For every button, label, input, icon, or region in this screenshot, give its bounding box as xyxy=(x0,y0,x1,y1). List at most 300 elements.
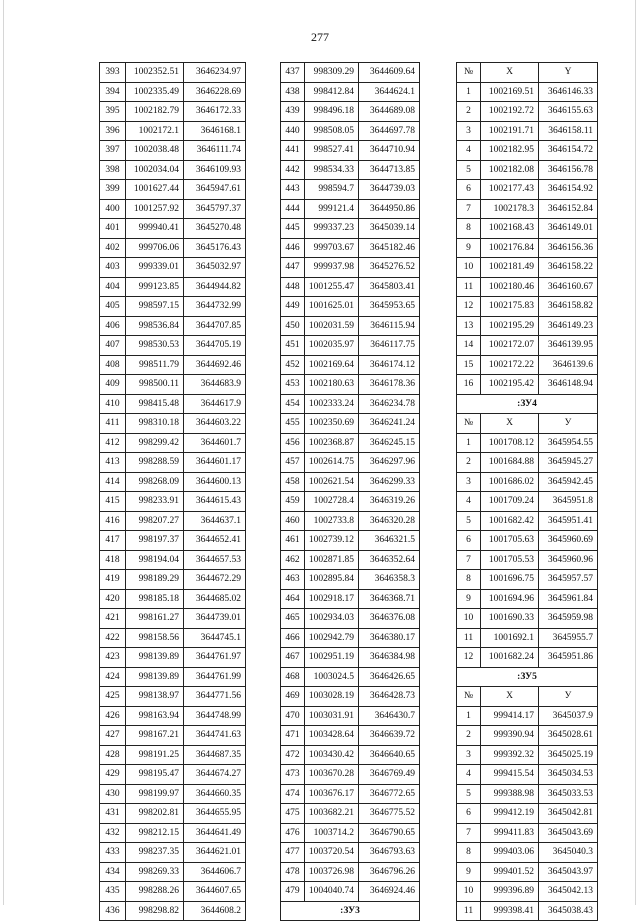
point-number-cell: 2 xyxy=(457,726,481,746)
point-number-cell: 407 xyxy=(100,336,126,356)
scan-edge-left xyxy=(3,0,4,905)
point-number-cell: 476 xyxy=(281,823,305,843)
table-row xyxy=(100,316,246,336)
point-number-cell: 429 xyxy=(100,765,126,785)
point-number-cell: 422 xyxy=(100,628,126,648)
y-coordinate-cell: 3645038.43 xyxy=(539,901,598,921)
y-coordinate-cell: 3644683.9 xyxy=(184,375,246,395)
x-coordinate-cell: 1002192.72 xyxy=(481,102,539,122)
table-row xyxy=(100,82,246,102)
x-coordinate-cell: 999401.52 xyxy=(481,862,539,882)
y-coordinate-cell: 3644748.99 xyxy=(184,706,246,726)
table-row xyxy=(100,843,246,863)
x-coordinate-cell: 1003720.54 xyxy=(305,843,359,863)
x-coordinate-cell: 998194.04 xyxy=(126,550,184,570)
y-coordinate-cell: 3644739.03 xyxy=(359,180,420,200)
y-coordinate-cell: 3646775.52 xyxy=(359,804,420,824)
y-coordinate-cell: 3645042.81 xyxy=(539,804,598,824)
y-coordinate-cell: 3644652.41 xyxy=(184,531,246,551)
y-coordinate-cell: 3646368.71 xyxy=(359,589,420,609)
x-coordinate-cell: 1002350.69 xyxy=(305,414,359,434)
point-number-cell: 2 xyxy=(457,102,481,122)
y-coordinate-cell: 3646639.72 xyxy=(359,726,420,746)
page-number: 277 xyxy=(311,30,329,44)
table-row xyxy=(457,531,598,551)
table-row xyxy=(281,102,420,122)
table-row xyxy=(100,394,246,414)
header-row xyxy=(457,414,598,434)
point-number-cell: 405 xyxy=(100,297,126,317)
x-header: X xyxy=(481,687,539,707)
table-row xyxy=(100,609,246,629)
point-number-cell: 12 xyxy=(457,648,481,668)
y-coordinate-cell: 3644660.35 xyxy=(184,784,246,804)
y-coordinate-cell: 3646796.26 xyxy=(359,862,420,882)
table-row xyxy=(457,550,598,570)
x-coordinate-cell: 1001682.42 xyxy=(481,511,539,531)
x-coordinate-cell: 999412.19 xyxy=(481,804,539,824)
y-coordinate-cell: 3646234.78 xyxy=(359,394,420,414)
table-row xyxy=(100,355,246,375)
x-coordinate-cell: 999703.67 xyxy=(305,238,359,258)
table-row xyxy=(281,219,420,239)
point-number-cell: 417 xyxy=(100,531,126,551)
table-row xyxy=(100,433,246,453)
table-row xyxy=(281,180,420,200)
x-coordinate-cell: 1002739.12 xyxy=(305,531,359,551)
table-row xyxy=(100,102,246,122)
x-coordinate-cell: 1002733.8 xyxy=(305,511,359,531)
table-row xyxy=(281,258,420,278)
y-coordinate-cell: 3644672.29 xyxy=(184,570,246,590)
table-row xyxy=(100,706,246,726)
point-number-cell: 454 xyxy=(281,394,305,414)
x-coordinate-cell: 1002335.49 xyxy=(126,82,184,102)
point-number-cell: 462 xyxy=(281,550,305,570)
x-coordinate-cell: 1001705.63 xyxy=(481,531,539,551)
y-coordinate-cell: 3646156.78 xyxy=(539,160,598,180)
y-coordinate-cell: 3645951.41 xyxy=(539,511,598,531)
point-number-cell: 461 xyxy=(281,531,305,551)
x-coordinate-cell: 1003676.17 xyxy=(305,784,359,804)
table-row xyxy=(457,492,598,512)
table-row xyxy=(281,648,420,668)
y-coordinate-cell: 3646156.36 xyxy=(539,238,598,258)
point-number-cell: 410 xyxy=(100,394,126,414)
point-number-cell: 13 xyxy=(457,316,481,336)
table-row xyxy=(100,238,246,258)
table-row xyxy=(457,823,598,843)
y-coordinate-cell: 3646146.33 xyxy=(539,82,598,102)
point-number-cell: 443 xyxy=(281,180,305,200)
point-number-cell: 409 xyxy=(100,375,126,395)
y-coordinate-cell: 3644600.13 xyxy=(184,472,246,492)
table-row xyxy=(100,219,246,239)
x-coordinate-cell: 1002169.64 xyxy=(305,355,359,375)
x-coordinate-cell: 1002728.4 xyxy=(305,492,359,512)
y-coordinate-cell: 3644697.78 xyxy=(359,121,420,141)
table-row xyxy=(100,277,246,297)
y-coordinate-cell: 3644713.85 xyxy=(359,160,420,180)
x-coordinate-cell: 998310.18 xyxy=(126,414,184,434)
y-coordinate-cell: 3644621.01 xyxy=(184,843,246,863)
point-number-cell: 400 xyxy=(100,199,126,219)
point-number-cell: 413 xyxy=(100,453,126,473)
y-coordinate-cell: 3644617.9 xyxy=(184,394,246,414)
y-coordinate-cell: 3644637.1 xyxy=(184,511,246,531)
y-coordinate-cell: 3644689.08 xyxy=(359,102,420,122)
point-number-cell: 438 xyxy=(281,82,305,102)
table-row xyxy=(100,648,246,668)
y-coordinate-cell: 3645960.69 xyxy=(539,531,598,551)
point-number-cell: 458 xyxy=(281,472,305,492)
point-number-cell: 442 xyxy=(281,160,305,180)
table-row xyxy=(457,82,598,102)
x-coordinate-cell: 1002035.97 xyxy=(305,336,359,356)
y-coordinate-cell: 3646228.69 xyxy=(184,82,246,102)
table-row xyxy=(281,570,420,590)
x-coordinate-cell: 998212.15 xyxy=(126,823,184,843)
x-coordinate-cell: 1002195.29 xyxy=(481,316,539,336)
y-coordinate-cell: 3646299.33 xyxy=(359,472,420,492)
table-row xyxy=(281,628,420,648)
table-row xyxy=(457,570,598,590)
x-coordinate-cell: 1003024.5 xyxy=(305,667,359,687)
y-coordinate-cell: 3644624.1 xyxy=(359,82,420,102)
table-row xyxy=(281,687,420,707)
y-coordinate-cell: 3645043.97 xyxy=(539,862,598,882)
table-row xyxy=(100,511,246,531)
x-coordinate-cell: 1002333.24 xyxy=(305,394,359,414)
table-row xyxy=(457,843,598,863)
table-row xyxy=(281,141,420,161)
table-row xyxy=(100,862,246,882)
x-coordinate-cell: 1002172.22 xyxy=(481,355,539,375)
y-coordinate-cell: 3645803.41 xyxy=(359,277,420,297)
x-coordinate-cell: 998500.11 xyxy=(126,375,184,395)
table-row xyxy=(457,472,598,492)
x-coordinate-cell: 998508.05 xyxy=(305,121,359,141)
point-number-cell: 408 xyxy=(100,355,126,375)
y-coordinate-cell: 3646352.64 xyxy=(359,550,420,570)
coordinates-table-2 xyxy=(280,62,420,921)
x-coordinate-cell: 998237.35 xyxy=(126,843,184,863)
point-number-cell: 6 xyxy=(457,531,481,551)
x-coordinate-cell: 998195.47 xyxy=(126,765,184,785)
x-coordinate-cell: 1002177.43 xyxy=(481,180,539,200)
y-coordinate-cell: 3644771.56 xyxy=(184,687,246,707)
y-coordinate-cell: 3645039.14 xyxy=(359,219,420,239)
x-coordinate-cell: 999337.23 xyxy=(305,219,359,239)
point-number-cell: 1 xyxy=(457,706,481,726)
table-row xyxy=(281,531,420,551)
x-coordinate-cell: 1001257.92 xyxy=(126,199,184,219)
y-coordinate-cell: 3646790.65 xyxy=(359,823,420,843)
x-coordinate-cell: 1003682.21 xyxy=(305,804,359,824)
x-coordinate-cell: 1002175.83 xyxy=(481,297,539,317)
y-coordinate-cell: 3644655.95 xyxy=(184,804,246,824)
table-row xyxy=(100,784,246,804)
y-coordinate-cell: 3645957.57 xyxy=(539,570,598,590)
y-coordinate-cell: 3646152.84 xyxy=(539,199,598,219)
x-coordinate-cell: 998594.7 xyxy=(305,180,359,200)
x-coordinate-cell: 1002195.42 xyxy=(481,375,539,395)
x-coordinate-cell: 1004040.74 xyxy=(305,882,359,902)
y-coordinate-cell: 3644761.97 xyxy=(184,648,246,668)
x-coordinate-cell: 998415.48 xyxy=(126,394,184,414)
x-coordinate-cell: 998233.91 xyxy=(126,492,184,512)
table-row xyxy=(100,823,246,843)
x-header: X xyxy=(481,63,539,83)
x-coordinate-cell: 1003028.19 xyxy=(305,687,359,707)
table-row xyxy=(281,667,420,687)
table-row xyxy=(281,121,420,141)
y-coordinate-cell: 3646772.65 xyxy=(359,784,420,804)
y-coordinate-cell: 3646793.63 xyxy=(359,843,420,863)
y-coordinate-cell: 3646154.92 xyxy=(539,180,598,200)
table-row xyxy=(281,511,420,531)
x-coordinate-cell: 1001686.02 xyxy=(481,472,539,492)
point-number-cell: 403 xyxy=(100,258,126,278)
y-coordinate-cell: 3646149.23 xyxy=(539,316,598,336)
y-coordinate-cell: 3644950.86 xyxy=(359,199,420,219)
x-coordinate-cell: 999415.54 xyxy=(481,765,539,785)
table-row xyxy=(100,745,246,765)
y-coordinate-cell: 3646384.98 xyxy=(359,648,420,668)
x-coordinate-cell: 1003726.98 xyxy=(305,862,359,882)
x-coordinate-cell: 1002182.95 xyxy=(481,141,539,161)
x-coordinate-cell: 998197.37 xyxy=(126,531,184,551)
x-coordinate-cell: 998268.09 xyxy=(126,472,184,492)
point-number-cell: 6 xyxy=(457,804,481,824)
x-coordinate-cell: 1002178.3 xyxy=(481,199,539,219)
point-number-cell: 9 xyxy=(457,862,481,882)
table-row xyxy=(100,336,246,356)
point-number-cell: 468 xyxy=(281,667,305,687)
point-number-cell: 4 xyxy=(457,141,481,161)
table-row xyxy=(457,102,598,122)
x-coordinate-cell: 999123.85 xyxy=(126,277,184,297)
y-coordinate-cell: 3646358.3 xyxy=(359,570,420,590)
point-number-cell: 439 xyxy=(281,102,305,122)
point-number-cell: 430 xyxy=(100,784,126,804)
x-coordinate-cell: 998536.84 xyxy=(126,316,184,336)
table-row xyxy=(281,63,420,83)
x-coordinate-cell: 1002182.79 xyxy=(126,102,184,122)
point-number-cell: 432 xyxy=(100,823,126,843)
point-number-cell: 450 xyxy=(281,316,305,336)
x-coordinate-cell: 998202.81 xyxy=(126,804,184,824)
x-coordinate-cell: 1002352.51 xyxy=(126,63,184,83)
table-row xyxy=(281,550,420,570)
table-row xyxy=(100,765,246,785)
point-number-cell: 7 xyxy=(457,199,481,219)
y-header: Y xyxy=(539,63,598,83)
point-number-cell: 464 xyxy=(281,589,305,609)
x-coordinate-cell: 1001705.53 xyxy=(481,550,539,570)
point-number-cell: 471 xyxy=(281,726,305,746)
point-number-cell: 3 xyxy=(457,745,481,765)
number-header: № xyxy=(457,63,481,83)
y-coordinate-cell: 3644601.7 xyxy=(184,433,246,453)
y-coordinate-cell: 3645942.45 xyxy=(539,472,598,492)
y-coordinate-cell: 3646245.15 xyxy=(359,433,420,453)
point-number-cell: 11 xyxy=(457,277,481,297)
x-coordinate-cell: 1001684.88 xyxy=(481,453,539,473)
y-coordinate-cell: 3644657.53 xyxy=(184,550,246,570)
x-coordinate-cell: 999388.98 xyxy=(481,784,539,804)
y-coordinate-cell: 3646769.49 xyxy=(359,765,420,785)
x-coordinate-cell: 999937.98 xyxy=(305,258,359,278)
x-coordinate-cell: 1001627.44 xyxy=(126,180,184,200)
y-coordinate-cell: 3646154.72 xyxy=(539,141,598,161)
point-number-cell: 4 xyxy=(457,765,481,785)
x-coordinate-cell: 999411.83 xyxy=(481,823,539,843)
point-number-cell: 11 xyxy=(457,628,481,648)
x-coordinate-cell: 1002918.17 xyxy=(305,589,359,609)
x-coordinate-cell: 1002942.79 xyxy=(305,628,359,648)
point-number-cell: 447 xyxy=(281,258,305,278)
x-coordinate-cell: 998597.15 xyxy=(126,297,184,317)
x-coordinate-cell: 1002191.71 xyxy=(481,121,539,141)
table-row xyxy=(281,433,420,453)
point-number-cell: 394 xyxy=(100,82,126,102)
y-coordinate-cell: 3646640.65 xyxy=(359,745,420,765)
x-coordinate-cell: 998530.53 xyxy=(126,336,184,356)
x-coordinate-cell: 998167.21 xyxy=(126,726,184,746)
x-coordinate-cell: 1001708.12 xyxy=(481,433,539,453)
y-coordinate-cell: 3646158.22 xyxy=(539,258,598,278)
x-coordinate-cell: 1002182.08 xyxy=(481,160,539,180)
table-row xyxy=(457,882,598,902)
x-coordinate-cell: 1001696.75 xyxy=(481,570,539,590)
table-row xyxy=(281,453,420,473)
table-row xyxy=(457,355,598,375)
table-row xyxy=(100,628,246,648)
table-row xyxy=(100,453,246,473)
y-coordinate-cell: 3646178.36 xyxy=(359,375,420,395)
header-row xyxy=(457,63,598,83)
y-coordinate-cell: 3645025.19 xyxy=(539,745,598,765)
point-number-cell: 435 xyxy=(100,882,126,902)
y-coordinate-cell: 3646117.75 xyxy=(359,336,420,356)
table-row xyxy=(457,160,598,180)
y-coordinate-cell: 3646319.26 xyxy=(359,492,420,512)
x-coordinate-cell: 1002034.04 xyxy=(126,160,184,180)
x-coordinate-cell: 998158.56 xyxy=(126,628,184,648)
table-row xyxy=(457,706,598,726)
x-coordinate-cell: 1002181.49 xyxy=(481,258,539,278)
y-coordinate-cell: 3646160.67 xyxy=(539,277,598,297)
table-row xyxy=(281,765,420,785)
point-number-cell: 459 xyxy=(281,492,305,512)
point-number-cell: 434 xyxy=(100,862,126,882)
point-number-cell: 7 xyxy=(457,550,481,570)
table-row xyxy=(281,394,420,414)
table-row xyxy=(281,745,420,765)
point-number-cell: 5 xyxy=(457,784,481,804)
point-number-cell: 466 xyxy=(281,628,305,648)
point-number-cell: 423 xyxy=(100,648,126,668)
x-coordinate-cell: 1003714.2 xyxy=(305,823,359,843)
x-coordinate-cell: 1002368.87 xyxy=(305,433,359,453)
table-row xyxy=(281,804,420,824)
table-row xyxy=(100,160,246,180)
point-number-cell: 6 xyxy=(457,180,481,200)
point-number-cell: 478 xyxy=(281,862,305,882)
table-row xyxy=(281,336,420,356)
table-row xyxy=(457,258,598,278)
point-number-cell: 457 xyxy=(281,453,305,473)
table-row xyxy=(281,589,420,609)
table-row xyxy=(100,901,246,921)
point-number-cell: 427 xyxy=(100,726,126,746)
table-row xyxy=(100,726,246,746)
y-coordinate-cell: 3644741.63 xyxy=(184,726,246,746)
x-coordinate-cell: 998207.27 xyxy=(126,511,184,531)
point-number-cell: 477 xyxy=(281,843,305,863)
point-number-cell: 14 xyxy=(457,336,481,356)
table-row xyxy=(457,297,598,317)
y-coordinate-cell: 3645042.13 xyxy=(539,882,598,902)
table-row xyxy=(281,160,420,180)
x-coordinate-cell: 1003670.28 xyxy=(305,765,359,785)
y-coordinate-cell: 3646115.94 xyxy=(359,316,420,336)
y-header: У xyxy=(539,414,598,434)
table-row xyxy=(457,628,598,648)
point-number-cell: 445 xyxy=(281,219,305,239)
table-row xyxy=(281,609,420,629)
y-coordinate-cell: 3645797.37 xyxy=(184,199,246,219)
y-coordinate-cell: 3644609.64 xyxy=(359,63,420,83)
x-coordinate-cell: 999706.06 xyxy=(126,238,184,258)
table-row xyxy=(457,511,598,531)
x-coordinate-cell: 1001709.24 xyxy=(481,492,539,512)
point-number-cell: 4 xyxy=(457,492,481,512)
table-row xyxy=(100,570,246,590)
table-row xyxy=(457,199,598,219)
table-row xyxy=(100,414,246,434)
table-row xyxy=(281,375,420,395)
table-row xyxy=(457,453,598,473)
table-row xyxy=(457,804,598,824)
x-coordinate-cell: 998511.79 xyxy=(126,355,184,375)
x-coordinate-cell: 1003428.64 xyxy=(305,726,359,746)
y-coordinate-cell: 3646430.7 xyxy=(359,706,420,726)
table-row xyxy=(281,414,420,434)
x-coordinate-cell: 1002951.19 xyxy=(305,648,359,668)
point-number-cell: 455 xyxy=(281,414,305,434)
point-number-cell: 460 xyxy=(281,511,305,531)
x-coordinate-cell: 999390.94 xyxy=(481,726,539,746)
y-coordinate-cell: 3646139.95 xyxy=(539,336,598,356)
point-number-cell: 448 xyxy=(281,277,305,297)
y-coordinate-cell: 3646111.74 xyxy=(184,141,246,161)
table-row xyxy=(281,82,420,102)
x-coordinate-cell: 998496.18 xyxy=(305,102,359,122)
table-row xyxy=(100,667,246,687)
y-coordinate-cell: 3644606.7 xyxy=(184,862,246,882)
table-row xyxy=(457,375,598,395)
point-number-cell: 401 xyxy=(100,219,126,239)
y-coordinate-cell: 3644674.27 xyxy=(184,765,246,785)
y-coordinate-cell: 3645954.55 xyxy=(539,433,598,453)
y-coordinate-cell: 3645028.61 xyxy=(539,726,598,746)
point-number-cell: 2 xyxy=(457,453,481,473)
point-number-cell: 1 xyxy=(457,433,481,453)
y-coordinate-cell: 3645270.48 xyxy=(184,219,246,239)
point-number-cell: 411 xyxy=(100,414,126,434)
